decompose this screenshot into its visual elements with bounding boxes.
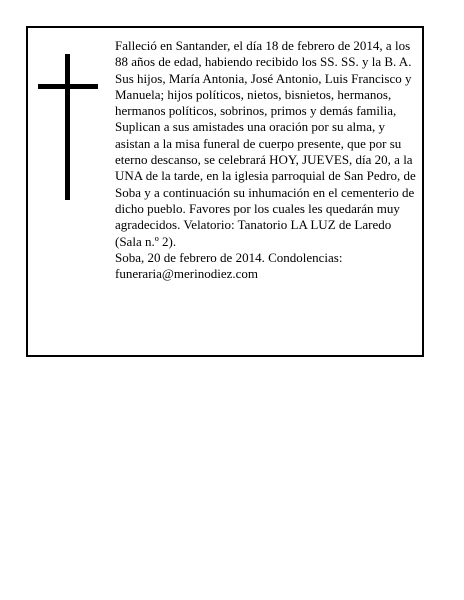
- cross-icon: [38, 54, 98, 200]
- family-and-funeral-paragraph: Sus hijos, María Antonia, José Antonio, Luis Francisco y Manuela; hijos políticos, nietos, bisnietos, hermanos, hermanos políticos, sobrinos, primos y demás familia, Suplican a sus amistades una oración por su alma, y asistan a la misa funeral de cuerpo presente, que por su eterno descanso, se celebrará HOY, JUEVES, día 20, a la UNA de la tarde, en la iglesia parroquial de San Pedro, de Soba y a continuación su inhumación en el cementerio de dicho pueblo. Favores por los cuales les quedarán muy agradecidos. Velatorio: Tanatorio LA LUZ de Laredo (Sala n.º 2).: [115, 70, 416, 249]
- death-announcement-paragraph: Falleció en Santander, el día 18 de febrero de 2014, a los 88 años de edad, habiendo recibido los SS. SS. y la B. A.: [115, 38, 412, 70]
- obituary-notice: [26, 26, 424, 357]
- cross-vertical-bar: [65, 54, 70, 200]
- notice-text: [115, 38, 421, 282]
- place-date-condolences-paragraph: Soba, 20 de febrero de 2014. Condolencias: funeraria@merinodiez.com: [115, 249, 343, 282]
- cross-horizontal-bar: [38, 84, 98, 89]
